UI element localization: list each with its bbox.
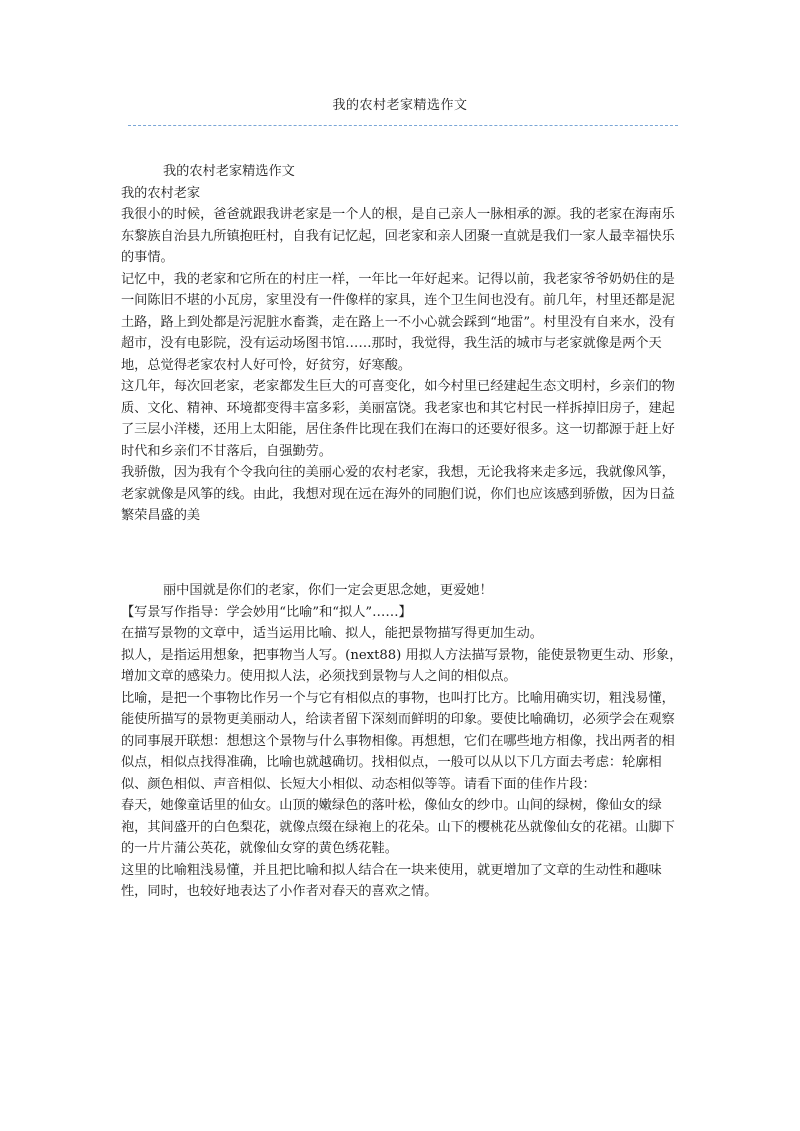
essay-paragraph: 我骄傲，因为我有个令我向往的美丽心爱的农村老家，我想，无论我将来走多远，我就像风筝，老家就像是风筝的线。由此，我想对现在远在海外的同胞们说，你们也应该感到骄傲，因为日益繁荣昌盛的美 [121, 465, 675, 523]
essay-paragraph: 这几年，每次回老家，老家都发生巨大的可喜变化，如今村里已经建起生态文明村，乡亲们的物质、文化、精神、环境都变得丰富多彩，美丽富饶。我老家也和其它村民一样拆掉旧房子，建起了三层小洋楼，还用上太阳能，居住条件比现在我们在海口的还要好很多。这一切都源于赶上好时代和乡亲们不甘落后，自强勤劳。 [121, 379, 675, 459]
continuation-section [121, 580, 683, 903]
guide-paragraph: 比喻，是把一个事物比作另一个与它有相似点的事物，也叫打比方。比喻用确实切，粗浅易懂，能使所描写的景物更美丽动人，给读者留下深刻而鲜明的印象。要使比喻确切，必须学会在观察的同事展开联想：想想这个景物与什么事物相像。再想想，它们在哪些地方相像，找出两者的相似点，相似点找得准确，比喻也就越确切。找相似点，一般可以从以下几方面去考虑：轮廓相似、颜色相似、声音相似、长短大小相似、动态相似等等。请看下面的佳作片段： [121, 690, 675, 792]
document-title: 我的农村老家精选作文 [332, 98, 468, 113]
continuation-lead: 丽中国就是你们的老家，你们一定会更思念她，更爱她！ [163, 583, 493, 598]
essay-paragraph: 我很小的时候，爸爸就跟我讲老家是一个人的根，是自己亲人一脉相承的源。我的老家在海南乐东黎族自治县九所镇抱旺村，自我有记忆起，回老家和亲人团聚一直就是我们一家人最幸福快乐的事情。 [121, 207, 675, 265]
essay-subtitle: 我的农村老家 [121, 185, 201, 201]
guide-paragraph: 这里的比喻粗浅易懂，并且把比喻和拟人结合在一块来使用，就更增加了文章的生动性和趣味性，同时，也较好地表达了小作者对春天的喜欢之情。 [121, 862, 662, 899]
title-divider [128, 125, 678, 126]
guide-paragraph: 在描写景物的文章中，适当运用比喻、拟人，能把景物描写得更加生动。 [121, 626, 543, 641]
guide-title: 【写景写作指导：学会妙用“比喻”和“拟人”……】 [121, 604, 412, 620]
essay-heading: 我的农村老家精选作文 [163, 164, 295, 179]
essay-paragraph: 记忆中，我的老家和它所在的村庄一样，一年比一年好起来。记得以前，我老家爷爷奶奶住的是一间陈旧不堪的小瓦房，家里没有一件像样的家具，连个卫生间也没有。前几年，村里还都是泥土路，路上到处都是污泥脏水畜粪，走在路上一不小心就会踩到“地雷”。村里没有自来水，没有超市，没有电影院，没有运动场图书馆……那时，我觉得，我生活的城市与老家就像是两个天地，总觉得老家农村人好可怜，好贫穷，好寒酸。 [121, 271, 676, 373]
guide-paragraph: 春天，她像童话里的仙女。山顶的嫩绿色的落叶松，像仙女的纱巾。山间的绿树，像仙女的绿袍，其间盛开的白色梨花，就像点缀在绿袍上的花朵。山下的樱桃花丛就像仙女的花裙。山脚下的一片片蒲公英花，就像仙女穿的黄色绣花鞋。 [121, 798, 675, 856]
guide-paragraph: 拟人，是指运用想象，把事物当人写。(next88) 用拟人方法描写景物，能使景物更生动、形象，增加文章的感染力。使用拟人法，必须找到景物与人之间的相似点。 [121, 647, 683, 684]
essay-section [121, 161, 683, 527]
